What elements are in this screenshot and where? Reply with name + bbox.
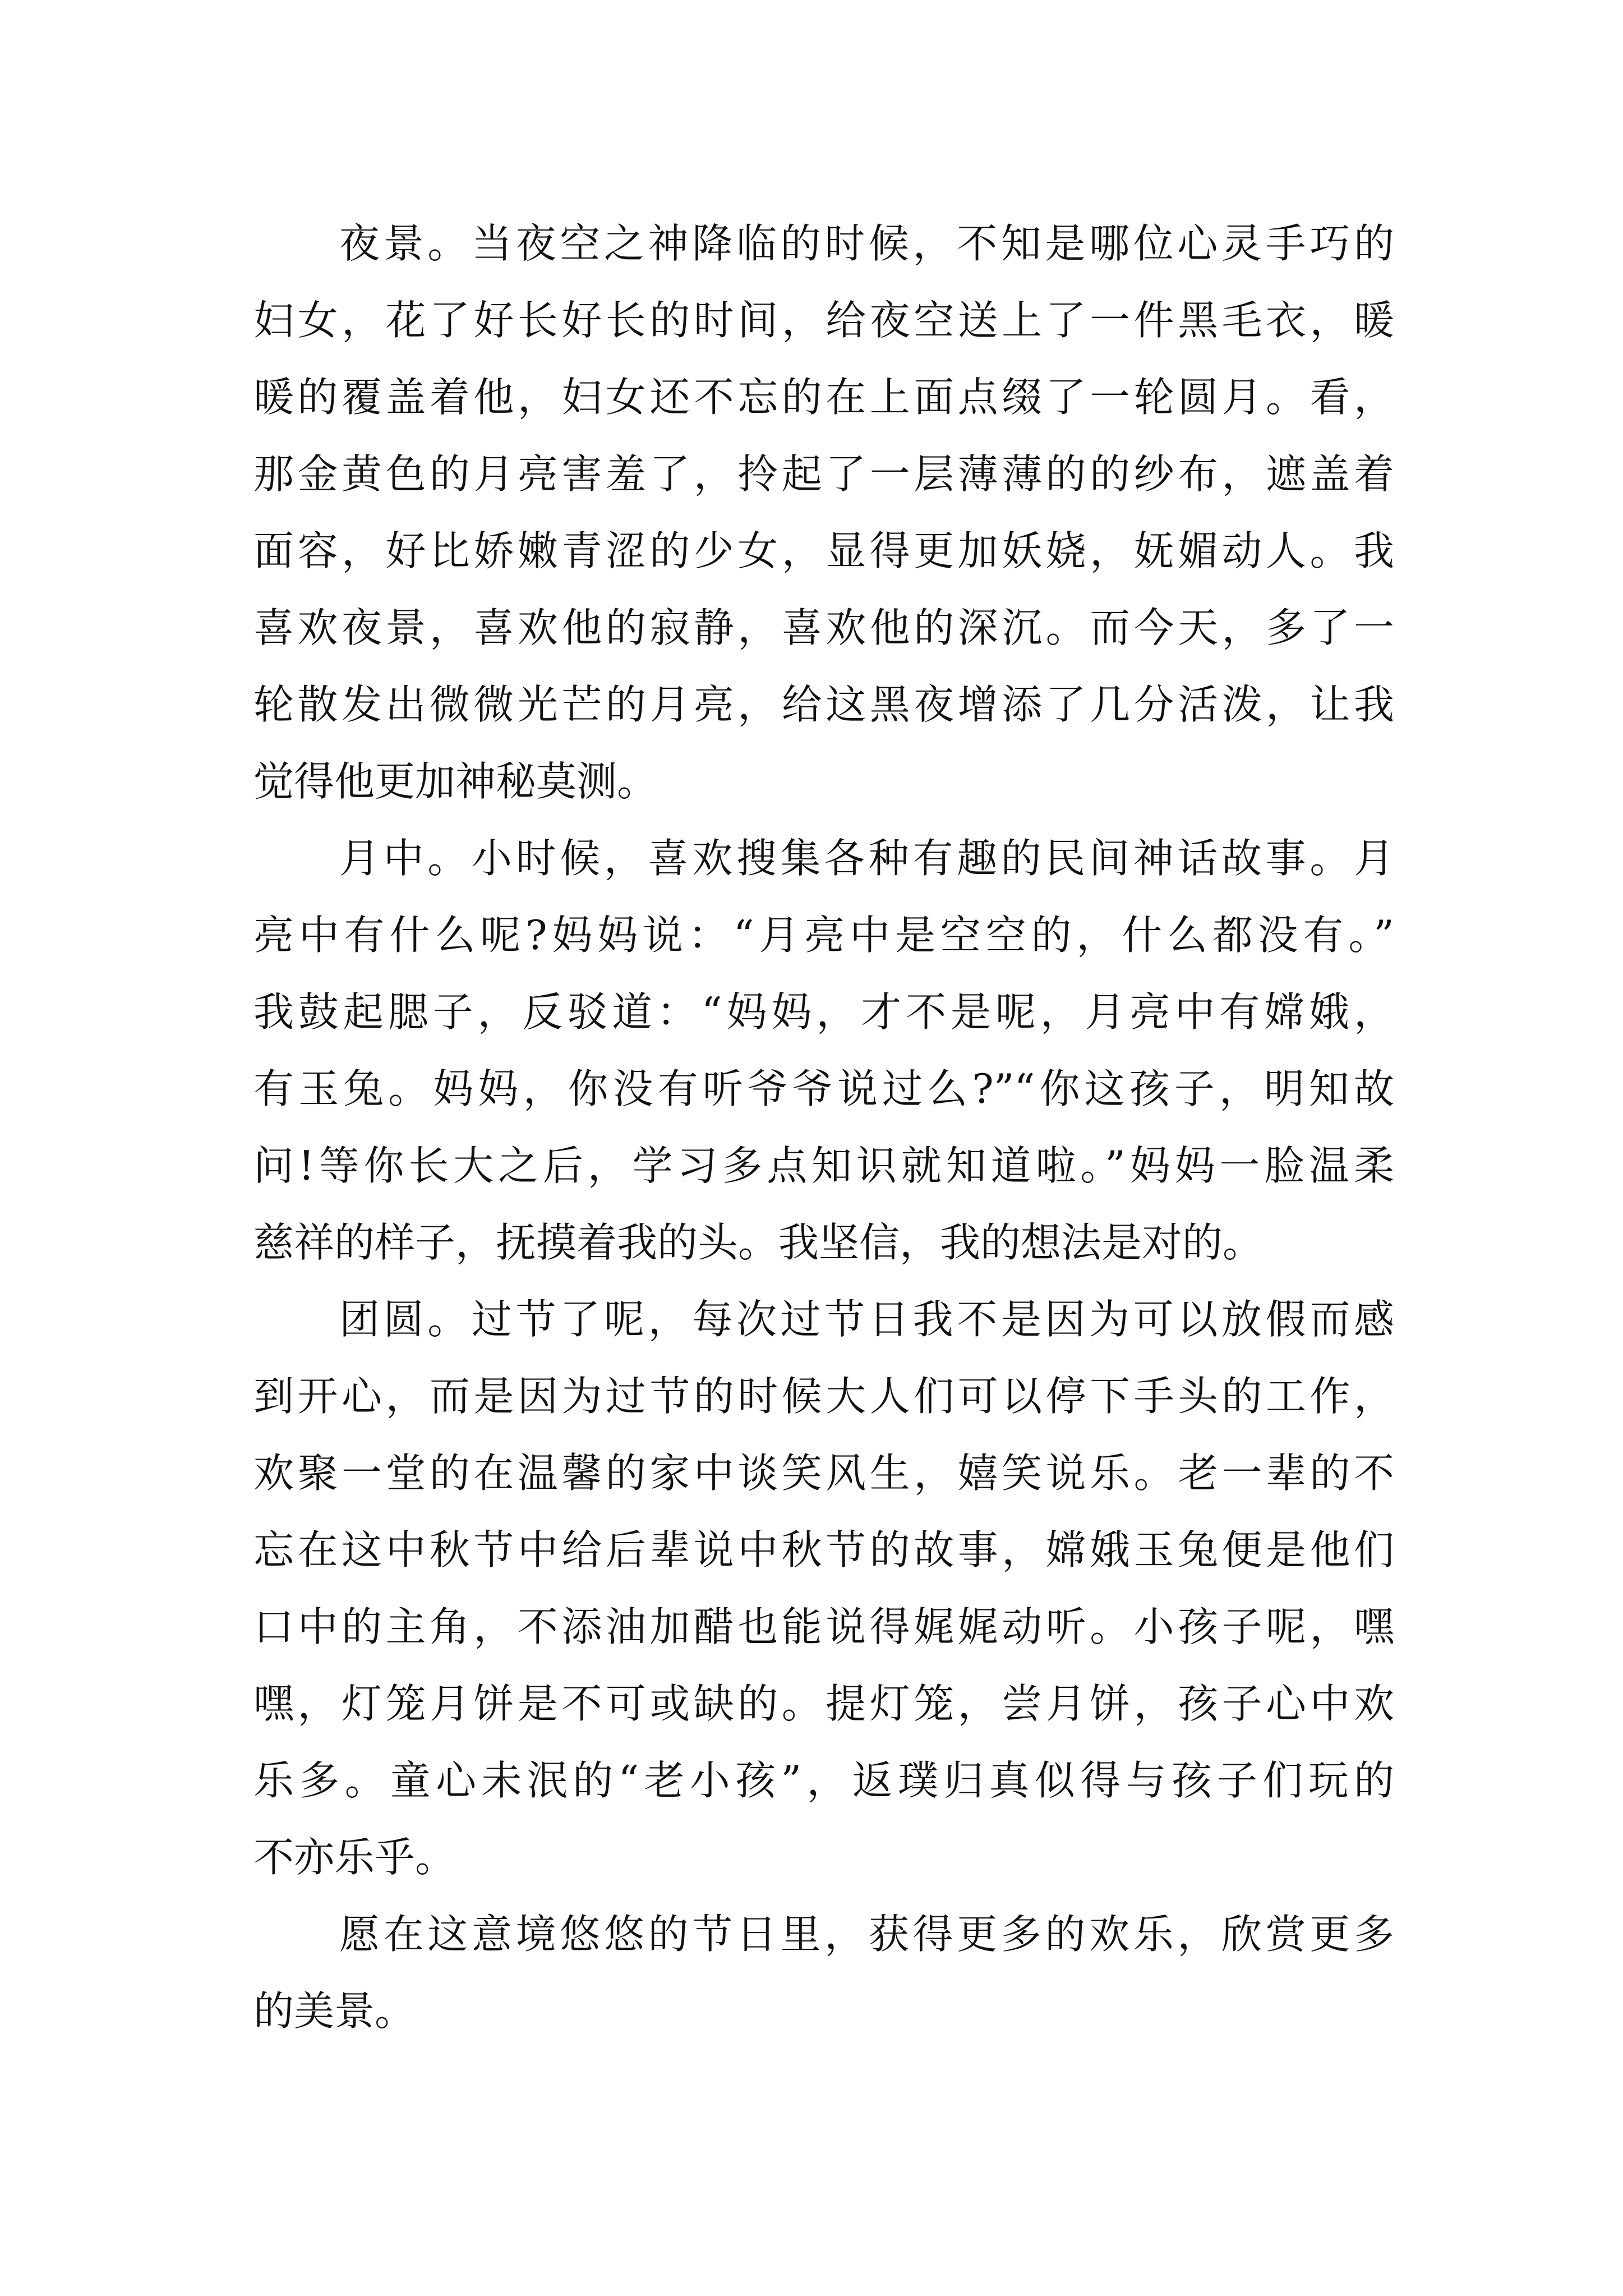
text-line: 有玉兔。妈妈，你没有听爷爷说过么?”“你这孩子，明知故 (253, 1065, 1394, 1112)
text-line: 那金黄色的月亮害羞了，拎起了一层薄薄的的纱布，遮盖着 (253, 450, 1394, 498)
text-line: 团圆。过节了呢，每次过节日我不是因为可以放假而感 (339, 1296, 1394, 1343)
text-line: 喜欢夜景，喜欢他的寂静，喜欢他的深沉。而今天，多了一 (253, 604, 1394, 651)
text-line: 觉得他更加神秘莫测。 (253, 758, 658, 805)
text-line: 面容，好比娇嫩青涩的少女，显得更加妖娆，妩媚动人。我 (253, 527, 1394, 574)
text-line: 妇女，花了好长好长的时间，给夜空送上了一件黑毛衣，暖 (253, 297, 1394, 344)
text-line: 夜景。当夜空之神降临的时候，不知是哪位心灵手巧的 (339, 220, 1394, 267)
text-line: 暖的覆盖着他，妇女还不忘的在上面点缀了一轮圆月。看， (253, 374, 1394, 421)
text-line: 嘿，灯笼月饼是不可或缺的。提灯笼，尝月饼，孩子心中欢 (253, 1680, 1394, 1727)
text-line: 慈祥的样子，抚摸着我的头。我坚信，我的想法是对的。 (253, 1219, 1264, 1266)
text-line: 问!等你长大之后，学习多点知识就知道啦。”妈妈一脸温柔 (253, 1142, 1394, 1189)
body-text (253, 205, 1394, 2050)
text-line: 轮散发出微微光芒的月亮，给这黑夜增添了几分活泼，让我 (253, 681, 1394, 728)
paragraph-night-scene (253, 205, 1394, 820)
text-line: 欢聚一堂的在温馨的家中谈笑风生，嬉笑说乐。老一辈的不 (253, 1450, 1394, 1497)
text-line: 不亦乐乎。 (253, 1834, 456, 1881)
text-line: 的美景。 (253, 1987, 416, 2035)
text-line: 月中。小时候，喜欢搜集各种有趣的民间神话故事。月 (339, 835, 1394, 882)
paragraph-reunion (253, 1281, 1394, 1896)
text-line: 忘在这中秋节中给后辈说中秋节的故事，嫦娥玉兔便是他们 (253, 1526, 1394, 1573)
text-line: 口中的主角，不添油加醋也能说得娓娓动听。小孩子呢，嘿 (253, 1603, 1394, 1650)
text-line: 愿在这意境悠悠的节日里，获得更多的欢乐，欣赏更多 (339, 1911, 1394, 1958)
text-line: 到开心，而是因为过节的时候大人们可以停下手头的工作， (253, 1373, 1394, 1420)
text-line: 亮中有什么呢?妈妈说：“月亮中是空空的，什么都没有。” (253, 912, 1394, 959)
text-line: 乐多。童心未泯的“老小孩”，返璞归真似得与孩子们玩的 (253, 1757, 1394, 1804)
paragraph-wish (253, 1896, 1394, 2050)
text-line: 我鼓起腮子，反驳道：“妈妈，才不是呢，月亮中有嫦娥， (253, 988, 1394, 1036)
paragraph-moon (253, 820, 1394, 1281)
